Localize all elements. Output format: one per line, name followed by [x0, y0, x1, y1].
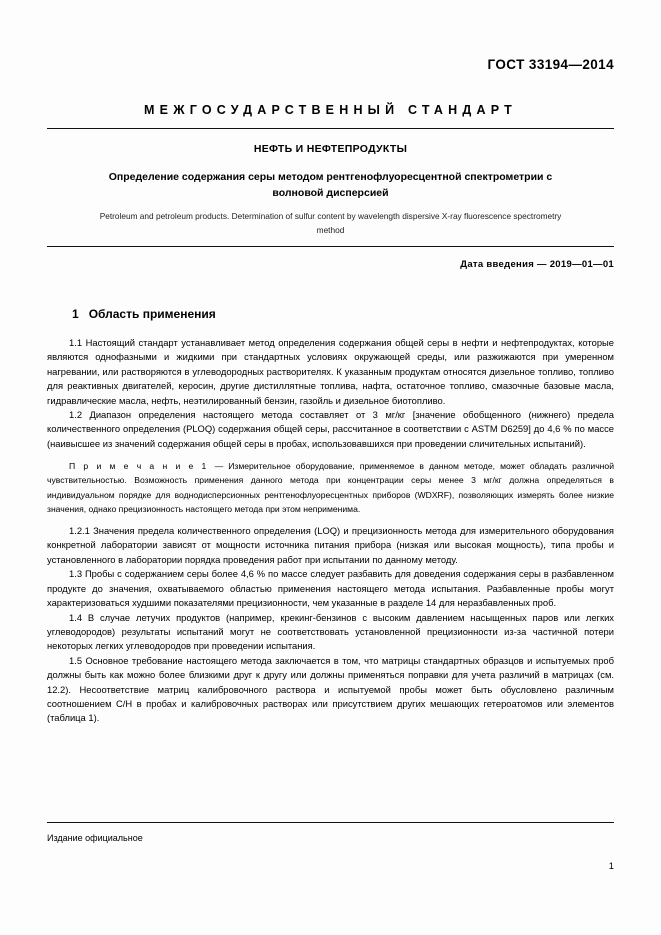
note-label: П р и м е ч а н и е 1: [69, 461, 215, 472]
divider-footer: [47, 822, 614, 823]
note-text: — Измерительное оборудование, применяемое в данном методе, может обладать различной чувствительностью. Возможность применения данного метода при концентрации серы менее 3 мг/кг должна определяться в индивидуальном порядке для воднодисперсионных рентгенофлуоресцентных приборов (WDXRF), позволяющих измерять более низкие значения, однако прецизионность настоящего метода при этом неприменима.: [47, 461, 614, 514]
document-subtitle: Определение содержания серы методом рентгенофлуоресцентной спектрометрии с волновой дисперсией: [108, 171, 553, 199]
paragraph-1-1: 1.1 Настоящий стандарт устанавливает метод определения содержания общей серы в нефти и нефтепродуктах, которые являются однофазными и жидкими при стандартных условиях окружающей среды, или разжижаются при умеренном нагревании, или растворяются в углеводородных растворителях. К указанным продуктам относятся дизельное топливо, топливо для реактивных двигателей, керосин, другие дистиллятные топлива, нафта, остаточное топливо, смазочные базовые масла, гидравлические масла, нефть, неэтилированный бензин, газойль и дизельное биотопливо.: [47, 337, 614, 406]
paragraph-1-2: 1.2 Диапазон определения настоящего метода составляет от 3 мг/кг [значение обобщенного (нижнего) предела количественного определения (PLOQ) содержания общей серы, рассчитанное в соответствии с ASTM D6259] до 4,6 % по массе (наивысшее из значений содержания общей серы в пробах, использовавшихся при проведении сличительных испытаний).: [47, 409, 614, 449]
paragraph-1-3: 1.3 Пробы с содержанием серы более 4,6 % по массе следует разбавить для доведения содержания серы в разбавленном продукте до значения, охватываемого областью применения настоящего метода испытания. Разбавленные пробы могут характеризоваться худшими показателями прецизионности, чем указанные в разделе 14 для неразбавленных проб.: [47, 568, 614, 609]
standard-band: МЕЖГОСУДАРСТВЕННЫЙ СТАНДАРТ: [144, 103, 517, 117]
page-number: 1: [608, 861, 614, 872]
paragraph-1-4: 1.4 В случае летучих продуктов (например, крекинг-бензинов с высоким давлением насыщенных паров или легких углеводородов) результаты испытаний могут не соответствовать установленной прецизионности из-за частичной потери некоторых легких углеводородов при проведении испытания.: [47, 611, 614, 652]
divider-middle: [47, 246, 614, 247]
paragraph-1-5: 1.5 Основное требование настоящего метода заключается в том, что матрицы стандартных образцов и испытуемых проб должны быть как можно более близкими друг к другу или должны применяться поправки для учета различий в матрицах (см. 12.2). Несоответствие матриц калибровочного раствора и испытуемой пробы может быть обусловлено различным соотношением С/Н в пробах и калибровочных растворах или присутствием других мешающих гетероатомов или элементов (таблица 1).: [47, 654, 614, 724]
paragraph-1-2-1: 1.2.1 Значения предела количественного определения (LOQ) и прецизионность метода для измерительного оборудования конкретной лаборатории зависят от мощности источника питания прибора (низкая или высокая мощность), типа пробы и установленного в лаборатории порядка проведения работ при испытании по данному методу.: [47, 525, 614, 565]
note-1: [47, 459, 614, 516]
document-title: НЕФТЬ И НЕФТЕПРОДУКТЫ: [253, 143, 408, 155]
document-code: ГОСТ 33194—2014: [487, 57, 614, 72]
section-number: 1: [72, 307, 79, 321]
footer-note: Издание официальное: [47, 833, 143, 843]
section-heading: [72, 307, 216, 321]
document-title-english: Petroleum and petroleum products. Determination of sulfur content by wavelength dispersive X-ray fluorescence spectrometry method: [99, 211, 562, 235]
introduction-date: Дата введения — 2019—01—01: [460, 259, 614, 270]
divider-top: [47, 128, 614, 129]
section-title: Область применения: [88, 307, 216, 321]
section-body: [47, 336, 614, 726]
page-content: [47, 0, 614, 935]
